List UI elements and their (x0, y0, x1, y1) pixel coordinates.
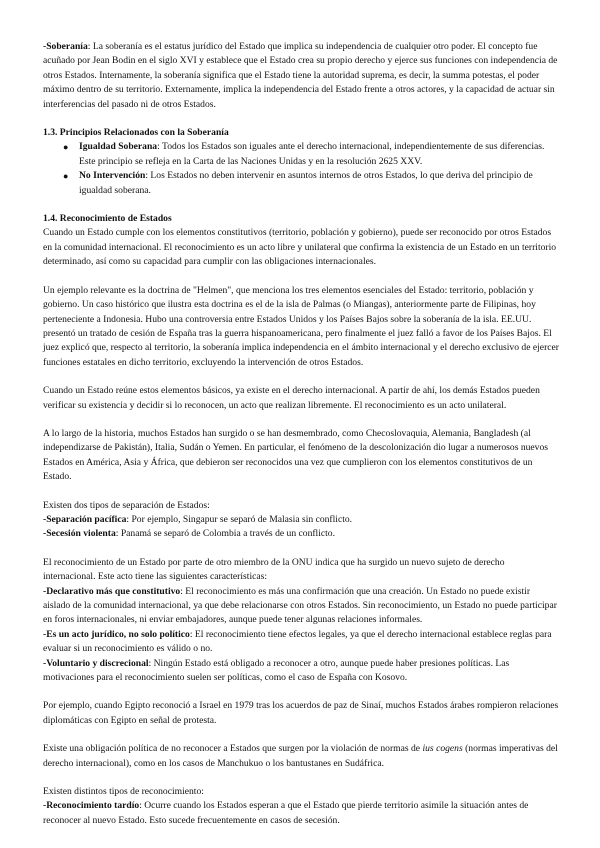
list-item (43, 628, 559, 657)
type-text: : Ocurre cuando los Estados esperan a que el Estado que pierde territorio asimile la situación antes de reconocer al nuevo Estado. Esto sucede frecuentemente en casos de secesión. (43, 800, 529, 826)
paragraph: Por ejemplo, cuando Egipto reconoció a Israel en 1979 tras los acuerdos de paz de Sinaí, muchos Estados árabes rompieron relaciones diplomáticas con Egipto en señal de protesta. (43, 700, 559, 726)
principle-term: Igualdad Soberana (79, 141, 158, 153)
recognition-characteristics (43, 556, 559, 686)
type-term: -Reconocimiento tardío (43, 800, 140, 812)
separation-intro: Existen dos tipos de separación de Estados: (43, 499, 210, 511)
principle-text: : Los Estados no deben intervenir en asuntos internos de otros Estados, lo que deriva del principio de igualdad soberana. (79, 170, 533, 196)
paragraph: Un ejemplo relevante es la doctrina de "Helmen", que menciona los tres elementos esenciales del Estado: territorio, población y gobierno. Un caso histórico que ilustra esta doctrina es el de la isla de Palmas (o Miangas), anteriormente parte de Filipinas, hoy perteneciente a Indonesia. Hubo una controversia entre Estados Unidos y los Países Bajos sobre la soberanía de la isla. EE.UU. presentó un tratado de cesión de España tras la guerra hispanoamericana, pero finalmente el juez falló a favor de los Países Bajos. El juez explicó que, respecto al territorio, la soberanía implica independencia en el ámbito internacional y el derecho exclusivo de ejercer funciones estatales en dicho territorio, excluyendo la intervención de otros Estados. (43, 284, 559, 368)
principle-term: No Intervención (79, 170, 146, 182)
recognition-types (43, 785, 559, 828)
principle-text: : Todos los Estados son iguales ante el derecho internacional, independientemente de sus diferencias. Este principio se refleja en la Carta de las Naciones Unidas y en la resolución 2625 XXV. (79, 141, 545, 167)
list-item (43, 799, 559, 828)
principles-list (43, 140, 559, 198)
list-item (43, 513, 559, 527)
separation-text: : Panamá se separó de Colombia a través de un conflicto. (115, 528, 336, 540)
bullet-icon: ● (63, 142, 69, 153)
list-item (43, 140, 559, 169)
italic-term: ius cogens (422, 743, 463, 755)
section-heading-1-3: 1.3. Principios Relacionados con la Soberanía (43, 127, 229, 139)
list-item (43, 657, 559, 686)
paragraph-ius-cogens (43, 742, 559, 771)
paragraph-soberania (43, 40, 559, 112)
bullet-icon: ● (63, 171, 69, 182)
paragraph: A lo largo de la historia, muchos Estados han surgido o se han desmembrado, como Checoslovaquia, Alemania, Bangladesh (al independizarse de Pakistán), Italia, Sudán o Yemen. En particular, el fenómeno de la descolonización dio lugar a numerosos nuevos Estados en América, Asia y África, que debieron ser reconocidos una vez que cumplieron con los elementos constitutivos de un Estado. (43, 427, 549, 483)
text-segment: (normas imperativas del derecho internacional), como en los casos de Manchukuo o los bantustanes en Sudáfrica. (43, 743, 558, 769)
characteristic-text: : Ningún Estado está obligado a reconocer a otro, aunque puede haber presiones políticas. Las motivaciones para el reconocimiento suelen ser políticas, como el caso de España con Kosovo. (43, 657, 510, 684)
document-page (43, 40, 559, 828)
separation-types (43, 499, 559, 542)
text-segment: Existe una obligación política de no reconocer a Estados que surgen por la violación de normas de (43, 743, 423, 755)
characteristic-text: : El reconocimiento es más una confirmación que una creación. Un Estado no puede existir aislado de la comunidad internacional, ya que debe relacionarse con otros Estados. Sin reconocimiento, un Estado no puede participar en foros internacionales, ni enviar embajadores, aunque puede tener algunas relaciones informales. (43, 585, 557, 626)
separation-term: -Separación pacífica (43, 513, 127, 525)
characteristic-term: -Declarativo más que constitutivo (43, 585, 181, 597)
term-soberania: -Soberanía (43, 41, 88, 52)
characteristics-intro: El reconocimiento de un Estado por parte de otro miembro de la ONU indica que ha surgido un nuevo sujeto de derecho internacional. Este acto tiene las siguientes características: (43, 556, 505, 583)
characteristic-text: : El reconocimiento tiene efectos legales, ya que el derecho internacional establece reglas para evaluar si un reconocimiento es válido o no. (43, 628, 552, 655)
definition-soberania: : La soberanía es el estatus jurídico del Estado que implica su independencia de cualquier otro poder. El concepto fue acuñado por Jean Bodin en el siglo XVI y establece que el Estado crea su propio derecho y ejerce sus funciones con independencia de otros Estados. Internamente, la soberanía significa que el Estado tiene la autoridad suprema, es decir, la summa potestas, el poder máximo dentro de su territorio. Externamente, implica la independencia del Estado frente a otros actores, y la capacidad de actuar sin interferencias del pasado ni de otros Estados. (43, 41, 558, 110)
list-item (43, 585, 559, 628)
separation-term: -Secesión violenta (43, 528, 116, 540)
characteristic-term: -Es un acto jurídico, no solo político (43, 628, 190, 640)
characteristic-term: -Voluntario y discrecional (43, 657, 149, 669)
list-item (43, 169, 559, 198)
paragraph: Cuando un Estado cumple con los elementos constitutivos (territorio, población y gobierno), puede ser reconocido por otros Estados en la comunidad internacional. El reconocimiento es un acto libre y unilateral que confirma la existencia de un Estado en un territorio determinado, así como su capacidad para cumplir con las obligaciones internacionales. (43, 227, 557, 268)
section-heading-1-4: 1.4. Reconocimiento de Estados (43, 213, 172, 225)
types-intro: Existen distintos tipos de reconocimiento: (43, 786, 204, 798)
paragraph: Cuando un Estado reúne estos elementos básicos, ya existe en el derecho internacional. A partir de ahí, los demás Estados pueden verificar su existencia y decidir si lo reconocen, un acto que realizan libremente. El reconocimiento es un acto unilateral. (43, 385, 540, 411)
list-item (43, 527, 559, 541)
separation-text: : Por ejemplo, Singapur se separó de Malasia sin conflicto. (126, 513, 353, 525)
